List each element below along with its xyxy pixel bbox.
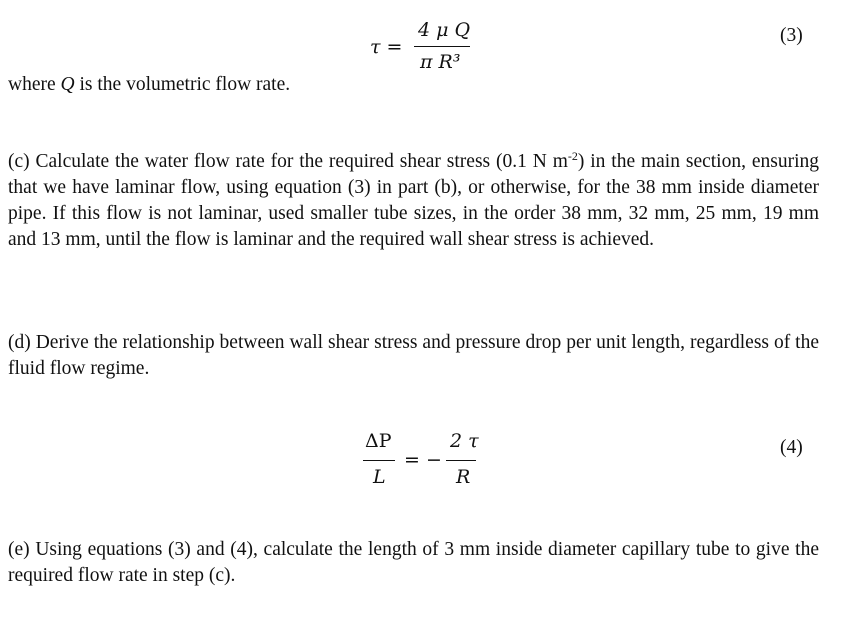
eq3-numerator: 4 μ Q bbox=[418, 19, 471, 41]
eq4-equals: = − bbox=[404, 449, 442, 471]
where-text: where Q is the volumetric flow rate. bbox=[8, 74, 291, 95]
eq3-number: (3) bbox=[780, 25, 803, 46]
part-c-paragraph: (c) Calculate the water flow rate for the required shear stress (0.1 N $m^{-2}$) in the main section, ensuring that we have laminar flow, using equation (3) in part (b), or otherwise, for the 38 mm inside diameter pipe. If this flow is not laminar, used smaller tube sizes, in the order 38 mm, 32 mm, 25 mm, 19 mm and 13 mm, until the flow is laminar and the required wall shear stress is achieved. bbox=[8, 149, 819, 250]
eq4-number: (4) bbox=[780, 437, 803, 458]
part-e-paragraph: (e) Using equations (3) and (4), calculate the length of 3 mm inside diameter capillary tube to give the required flow rate in step (c). bbox=[8, 539, 819, 586]
eq3-fraction-bar bbox=[414, 46, 470, 47]
eq4-rhs-denominator: R bbox=[456, 466, 471, 488]
eq4-lhs-fraction-bar bbox=[363, 460, 395, 461]
unit-exponent: -2 bbox=[567, 149, 578, 163]
part-d-paragraph: (d) Derive the relationship between wall shear stress and pressure drop per unit length, regardless of the fluid flow regime. bbox=[8, 332, 819, 379]
eq4-rhs-fraction-bar bbox=[446, 460, 476, 461]
eq4-lhs-denominator: L bbox=[373, 466, 386, 488]
eq4-rhs-numerator: 2 τ bbox=[450, 430, 479, 452]
eq3-lhs: τ = bbox=[370, 36, 403, 58]
eq4-lhs-numerator: ΔP bbox=[365, 430, 392, 452]
variable-q: Q bbox=[60, 74, 75, 95]
eq3-denominator: π R³ bbox=[420, 51, 461, 73]
